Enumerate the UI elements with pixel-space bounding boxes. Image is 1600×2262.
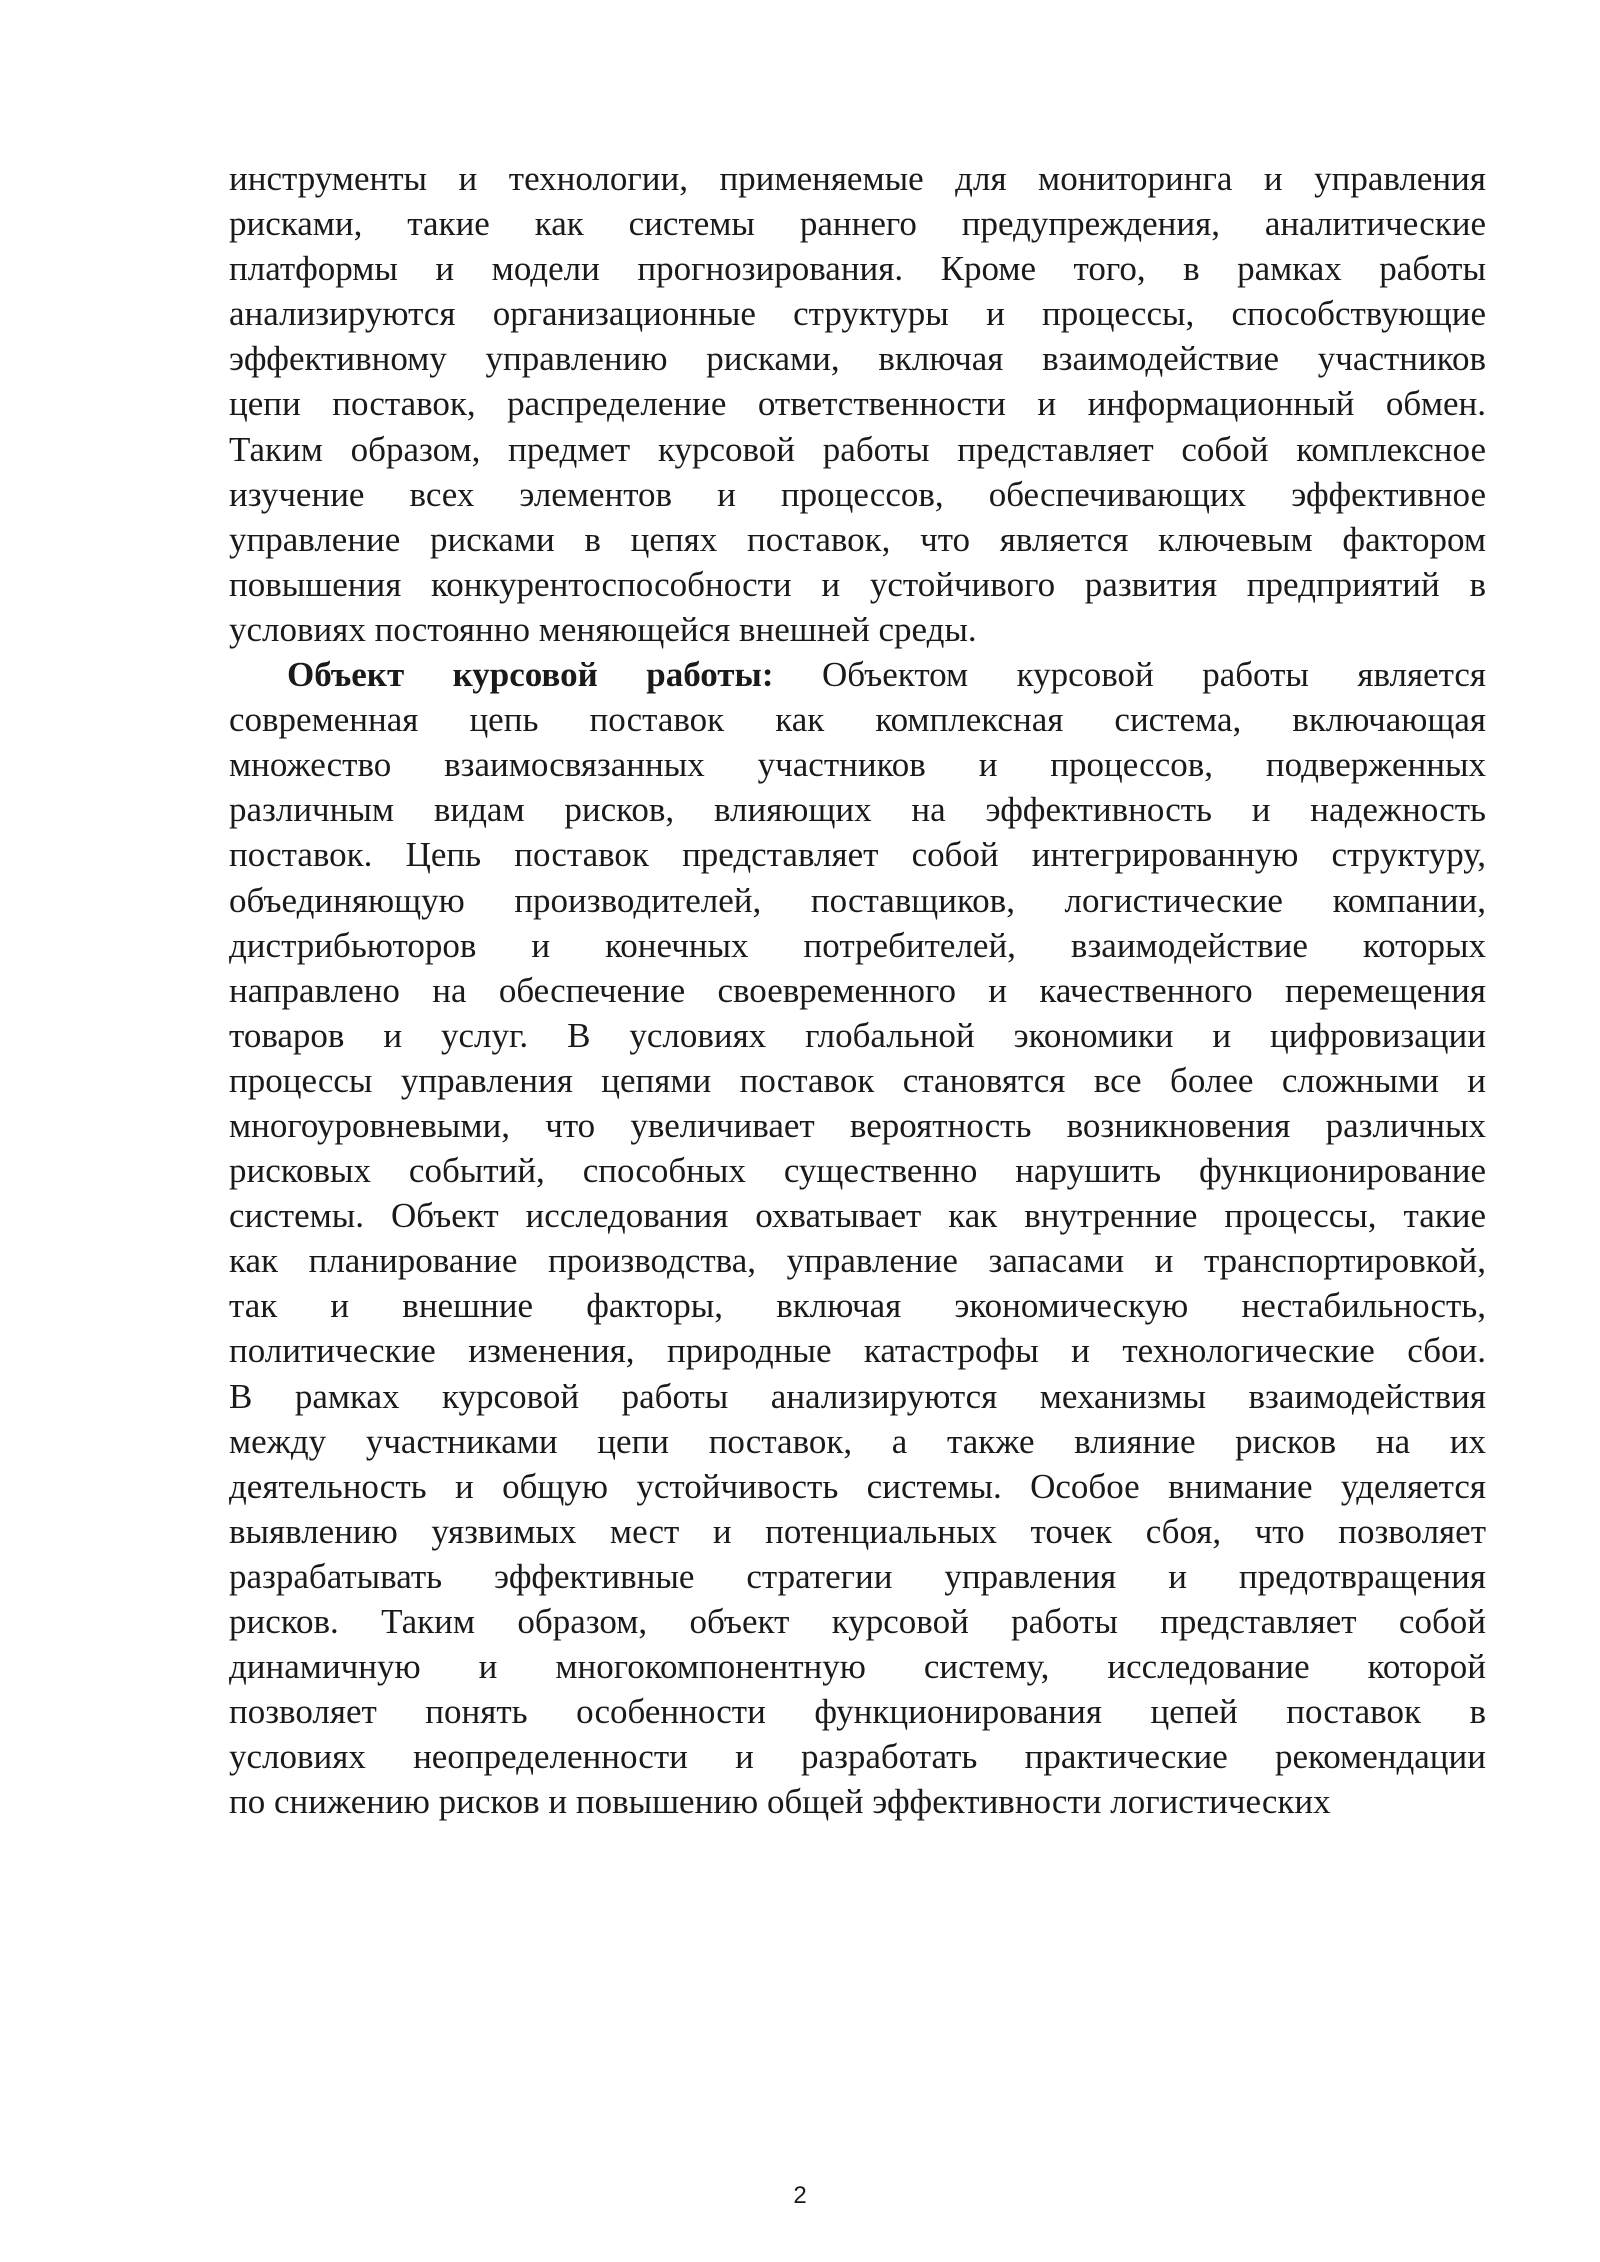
text-line: системы. Объект исследования охватывает как внутренние процессы, такие	[229, 1196, 1486, 1236]
text-line: множество взаимосвязанных участников и процессов, подверженных	[229, 745, 1486, 785]
text-line: рисками, такие как системы раннего предупреждения, аналитические	[229, 204, 1486, 244]
body-text	[229, 156, 1486, 1824]
text-line: В рамках курсовой работы анализируются механизмы взаимодействия	[229, 1376, 1486, 1416]
text-line: изучение всех элементов и процессов, обеспечивающих эффективное	[229, 474, 1486, 514]
text-line: платформы и модели прогнозирования. Кроме того, в рамках работы	[229, 249, 1486, 289]
text-line: выявлению уязвимых мест и потенциальных точек сбоя, что позволяет	[229, 1511, 1486, 1551]
text-line: рисков. Таким образом, объект курсовой работы представляет собой	[229, 1602, 1486, 1641]
text-line: позволяет понять особенности функционирования цепей поставок в	[229, 1692, 1486, 1732]
text-line: условиях неопределенности и разработать практические рекомендации	[229, 1737, 1486, 1777]
text-line: деятельность и общую устойчивость системы. Особое внимание уделяется	[229, 1466, 1486, 1506]
object-paragraph-first-line	[229, 652, 1486, 697]
text-line: различным видам рисков, влияющих на эффективность и надежность	[229, 790, 1486, 830]
text-line: между участниками цепи поставок, а также влияние рисков на их	[229, 1421, 1486, 1461]
page-number: 2	[793, 2182, 807, 2209]
text-line: повышения конкурентоспособности и устойчивого развития предприятий в	[229, 564, 1486, 604]
text-line: современная цепь поставок как комплексная система, включающая	[229, 700, 1486, 740]
text-line: политические изменения, природные катастрофы и технологические сбои.	[229, 1331, 1486, 1371]
text-line: инструменты и технологии, применяемые для мониторинга и управления	[229, 159, 1486, 198]
text-line: дистрибьюторов и конечных потребителей, взаимодействие которых	[229, 925, 1486, 965]
text-line: разрабатывать эффективные стратегии управления и предотвращения	[229, 1556, 1486, 1596]
text-line: направлено на обеспечение своевременного и качественного перемещения	[229, 970, 1486, 1010]
text-line: эффективному управлению рисками, включая взаимодействие участников	[229, 339, 1486, 379]
text-line: динамичную и многокомпонентную систему, исследование которой	[229, 1647, 1486, 1687]
text-line: товаров и услуг. В условиях глобальной экономики и цифровизации	[229, 1015, 1486, 1055]
object-first-line-text: Объектом курсовой работы является	[773, 655, 1486, 695]
text-line: объединяющую производителей, поставщиков, логистические компании,	[229, 880, 1486, 920]
text-line: Таким образом, предмет курсовой работы представляет собой комплексное	[229, 429, 1486, 469]
text-line: процессы управления цепями поставок становятся все более сложными и	[229, 1060, 1486, 1100]
text-line: по снижению рисков и повышению общей эффективности логистических	[229, 1782, 1331, 1822]
object-heading: Объект курсовой работы:	[287, 655, 774, 695]
text-line: как планирование производства, управление запасами и транспортировкой,	[229, 1241, 1486, 1281]
text-line: поставок. Цепь поставок представляет собой интегрированную структуру,	[229, 835, 1486, 875]
text-line: анализируются организационные структуры и процессы, способствующие	[229, 294, 1486, 334]
text-line: так и внешние факторы, включая экономическую нестабильность,	[229, 1286, 1486, 1326]
text-line: условиях постоянно меняющейся внешней среды.	[229, 609, 977, 649]
text-line: цепи поставок, распределение ответственности и информационный обмен.	[229, 384, 1486, 424]
text-line: рисковых событий, способных существенно нарушить функционирование	[229, 1151, 1486, 1191]
text-line: управление рисками в цепях поставок, что является ключевым фактором	[229, 519, 1486, 559]
text-line: многоуровневыми, что увеличивает вероятность возникновения различных	[229, 1105, 1486, 1145]
